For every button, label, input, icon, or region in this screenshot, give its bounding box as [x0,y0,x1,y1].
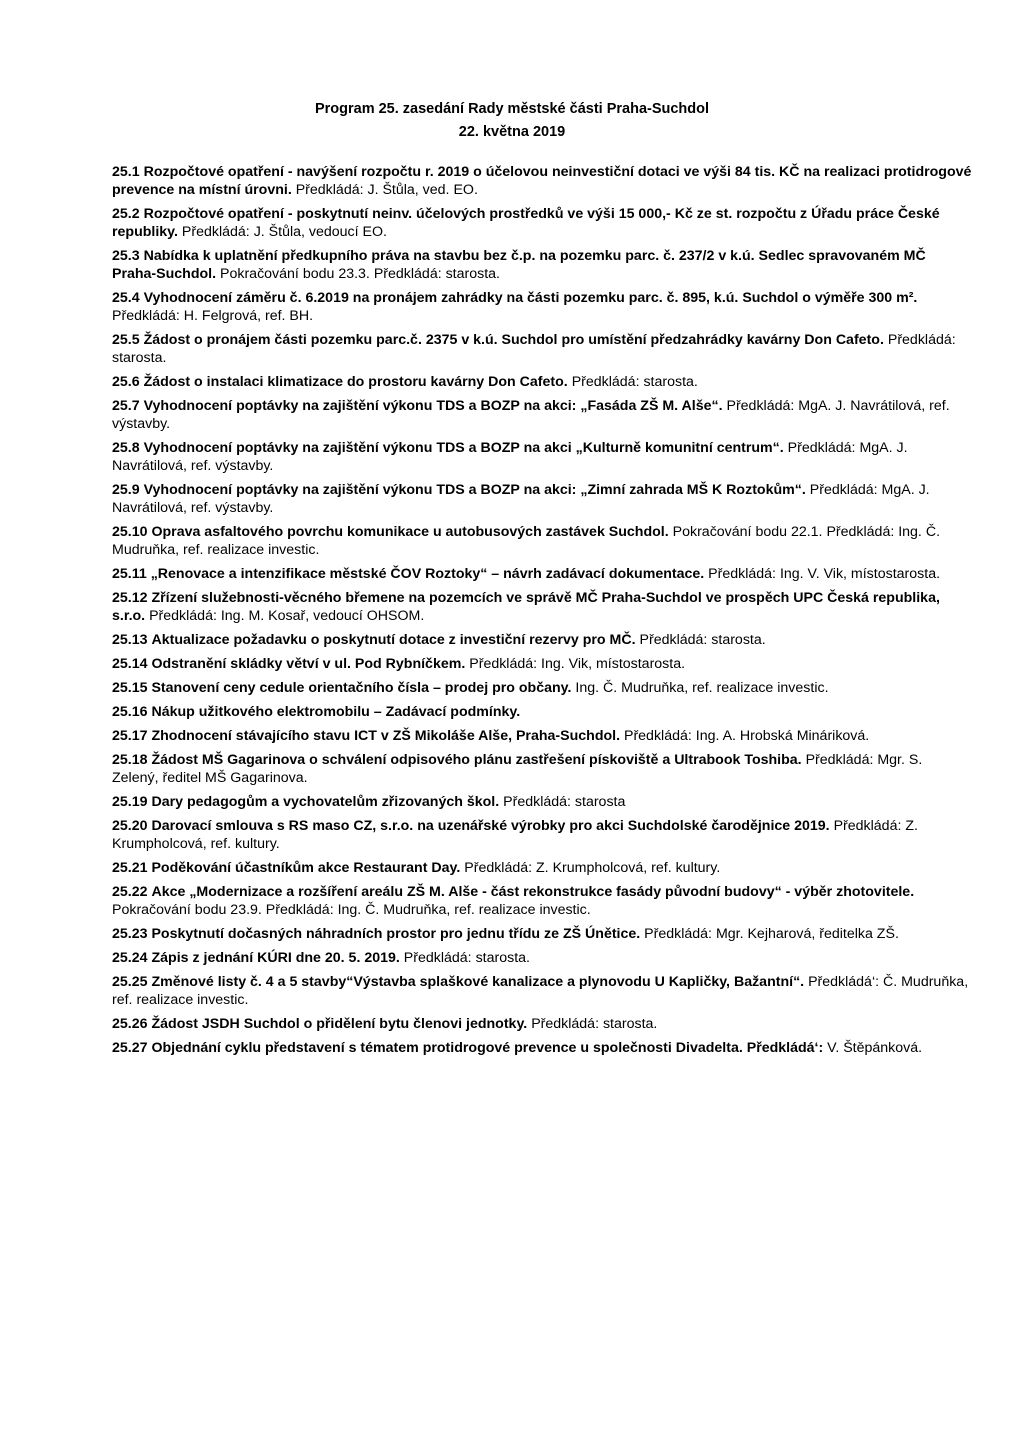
agenda-item-presenter: Předkládá: Ing. M. Kosař, vedoucí OHSOM. [149,608,425,624]
agenda-item-presenter: Ing. Č. Mudruňka, ref. realizace investic. [575,680,829,696]
agenda-item-subject: Zhodnocení stávajícího stavu ICT v ZŠ Mikoláše Alše, Praha-Suchdol. [151,728,621,744]
agenda-item [112,589,972,625]
agenda-item-number: 25.9 [112,482,140,498]
agenda-item-number: 25.2 [112,206,140,222]
agenda-item-number: 25.27 [112,1040,148,1056]
agenda-item-presenter: Předkládá: MgA. J. Navrátilová, ref. výstavby. [112,398,950,432]
agenda-item [112,163,972,199]
agenda-item-presenter: Pokračování bodu 22.1. Předkládá: Ing. Č. Mudruňka, ref. realizace investic. [112,524,941,558]
agenda-item-subject: Oprava asfaltového povrchu komunikace u autobusových zastávek Suchdol. [151,524,669,540]
agenda-item-subject: Odstranění skládky větví v ul. Pod Rybníčkem. [151,656,466,672]
agenda-item-presenter: Předkládá: starosta. [639,632,766,648]
agenda-item [112,289,972,325]
agenda-item-number: 25.14 [112,656,148,672]
agenda-item-presenter: Předkládá: J. Štůla, vedoucí EO. [181,224,387,240]
agenda-item-subject: Aktualizace požadavku o poskytnutí dotace z investiční rezervy pro MČ. [151,632,636,648]
agenda-item [112,859,972,877]
agenda-item [112,793,972,811]
agenda-item [112,883,972,919]
meeting-date: 22. května 2019 [458,124,566,140]
agenda-item-presenter: Předkládá: starosta [503,794,626,810]
agenda-item [112,481,972,517]
agenda-item-subject: Rozpočtové opatření - poskytnutí neinv. účelových prostředků ve výši 15 000,- Kč ze st. rozpočtu z Úřadu práce České republiky. [112,206,940,240]
agenda-item-subject: Dary pedagogům a vychovatelům zřizovaných škol. [151,794,500,810]
agenda-item [112,949,972,967]
agenda-item-presenter: Předkládá: starosta. [531,1016,658,1032]
agenda-item-subject: Zápis z jednání KÚRI dne 20. 5. 2019. [151,950,400,966]
agenda-item-number: 25.25 [112,974,148,990]
agenda-item-number: 25.8 [112,440,140,456]
agenda-item-presenter: Předkládá: Ing. V. Vik, místostarosta. [708,566,941,582]
agenda-item-number: 25.10 [112,524,148,540]
agenda-item-presenter: Předkládá: starosta. [571,374,698,390]
agenda-item-number: 25.12 [112,590,148,606]
agenda-item [112,655,972,673]
agenda-item-subject: Darovací smlouva s RS maso CZ, s.r.o. na uzenářské výrobky pro akci Suchdolské čarodějnice 2019. [151,818,830,834]
agenda-item-presenter: Předkládá: Z. Krumpholcová, ref. kultury. [464,860,721,876]
agenda-item-subject: Poskytnutí dočasných náhradních prostor pro jednu třídu ze ZŠ Únětice. [151,926,641,942]
agenda-item-subject: Vyhodnocení poptávky na zajištění výkonu TDS a BOZP na akci „Kulturně komunitní centrum“. [143,440,784,456]
agenda-item-subject: „Renovace a intenzifikace městské ČOV Roztoky“ – návrh zadávací dokumentace. [150,566,705,582]
agenda-item [112,751,972,787]
agenda-item-subject: Žádost JSDH Suchdol o přidělení bytu členovi jednotky. [151,1016,528,1032]
agenda-item [112,373,972,391]
agenda-item-subject: Změnové listy č. 4 a 5 stavby“Výstavba splaškové kanalizace a plynovodu U Kapličky, Bažantní“. [151,974,805,990]
agenda-item-presenter: V. Štěpánková. [827,1040,923,1056]
agenda-item-number: 25.11 [112,566,147,582]
agenda-item [112,925,972,943]
agenda-item-number: 25.4 [112,290,140,306]
agenda-item-presenter: Předkládá‘: Č. Mudruňka, ref. realizace investic. [112,974,969,1008]
agenda-item [112,973,972,1009]
agenda-item [112,331,972,367]
agenda-item-presenter: Předkládá: Mgr. Kejharová, ředitelka ZŠ. [644,926,899,942]
agenda-item [112,247,972,283]
agenda-item-subject: Objednání cyklu představení s tématem protidrogové prevence u společnosti Divadelta. Předkládá‘: [151,1040,824,1056]
agenda-item [112,679,972,697]
agenda-item-subject: Nabídka k uplatnění předkupního práva na stavbu bez č.p. na pozemku parc. č. 237/2 v k.ú. Sedlec spravovaném MČ Praha-Suchdol. [112,248,926,282]
agenda-item-subject: Stanovení ceny cedule orientačního čísla – prodej pro občany. [151,680,572,696]
agenda-item [112,565,972,583]
agenda-item [112,1015,972,1033]
agenda-item-presenter: Předkládá: starosta. [403,950,530,966]
agenda-item-number: 25.3 [112,248,140,264]
agenda-item-subject: Žádost o instalaci klimatizace do prostoru kavárny Don Cafeto. [143,374,568,390]
agenda-item-subject: Žádost o pronájem části pozemku parc.č. 2375 v k.ú. Suchdol pro umístění předzahrádky kavárny Don Cafeto. [143,332,884,348]
page-title: Program 25. zasedání Rady městské části Praha-Suchdol [314,101,710,117]
agenda-item [112,523,972,559]
agenda-item [112,727,972,745]
agenda-item [112,631,972,649]
agenda-item-presenter: Předkládá: H. Felgrová, ref. BH. [112,308,314,324]
agenda-item-presenter: Předkládá: J. Štůla, ved. EO. [295,182,478,198]
agenda-item-presenter: Předkládá: MgA. J. Navrátilová, ref. výstavby. [112,440,908,474]
agenda-item-number: 25.7 [112,398,140,414]
agenda-item-number: 25.19 [112,794,148,810]
agenda-item-number: 25.22 [112,884,148,900]
agenda-item-number: 25.23 [112,926,148,942]
agenda-item-number: 25.17 [112,728,148,744]
agenda-item-number: 25.20 [112,818,148,834]
agenda-item-presenter: Pokračování bodu 23.3. Předkládá: starosta. [220,266,500,282]
agenda-item-number: 25.6 [112,374,140,390]
agenda-item-subject: Žádost MŠ Gagarinova o schválení odpisového plánu zastřešení pískoviště a Ultrabook Toshiba. [151,752,802,768]
agenda-list [112,163,972,1057]
agenda-item-subject: Rozpočtové opatření - navýšení rozpočtu r. 2019 o účelovou neinvestiční dotaci ve výši 84 tis. KČ na realizaci protidrogové prevence na místní úrovni. [112,164,972,198]
agenda-item-number: 25.13 [112,632,148,648]
agenda-item-number: 25.26 [112,1016,148,1032]
agenda-item-presenter: Předkládá: Mgr. S. Zelený, ředitel MŠ Gagarinova. [112,752,923,786]
agenda-item-presenter: Pokračování bodu 23.9. Předkládá: Ing. Č. Mudruňka, ref. realizace investic. [112,902,591,918]
agenda-item [112,817,972,853]
agenda-item [112,703,972,721]
agenda-item-subject: Vyhodnocení záměru č. 6.2019 na pronájem zahrádky na části pozemku parc. č. 895, k.ú. Suchdol o výměře 300 m². [143,290,918,306]
agenda-item-subject: Vyhodnocení poptávky na zajištění výkonu TDS a BOZP na akci: „Zimní zahrada MŠ K Roztokům“. [143,482,806,498]
agenda-item-number: 25.21 [112,860,148,876]
agenda-item-number: 25.5 [112,332,140,348]
agenda-item-presenter: Předkládá: Z. Krumpholcová, ref. kultury. [112,818,918,852]
agenda-item-number: 25.15 [112,680,148,696]
agenda-item [112,1039,972,1057]
agenda-item-presenter: Předkládá: starosta. [112,332,956,366]
agenda-item-subject: Vyhodnocení poptávky na zajištění výkonu TDS a BOZP na akci: „Fasáda ZŠ M. Alše“. [143,398,723,414]
agenda-item-subject: Poděkování účastníkům akce Restaurant Day. [151,860,461,876]
agenda-item-presenter: Předkládá: Ing. A. Hrobská Mináriková. [623,728,870,744]
agenda-item-subject: Nákup užitkového elektromobilu – Zadávací podmínky. [151,704,521,720]
agenda-item-number: 25.1 [112,164,140,180]
agenda-item-subject: Akce „Modernizace a rozšíření areálu ZŠ M. Alše - část rekonstrukce fasády původní budovy“ - výběr zhotovitele. [151,884,915,900]
agenda-item [112,439,972,475]
agenda-item-number: 25.16 [112,704,148,720]
agenda-item-number: 25.18 [112,752,148,768]
agenda-item [112,205,972,241]
agenda-item-number: 25.24 [112,950,148,966]
agenda-item-subject: Zřízení služebnosti-věcného břemene na pozemcích ve správě MČ Praha-Suchdol ve prospěch UPC Česká republika, s.r.o. [112,590,940,624]
agenda-item-presenter: Předkládá: Ing. Vik, místostarosta. [469,656,686,672]
agenda-item-presenter: Předkládá: MgA. J. Navrátilová, ref. výstavby. [112,482,930,516]
agenda-item [112,397,972,433]
